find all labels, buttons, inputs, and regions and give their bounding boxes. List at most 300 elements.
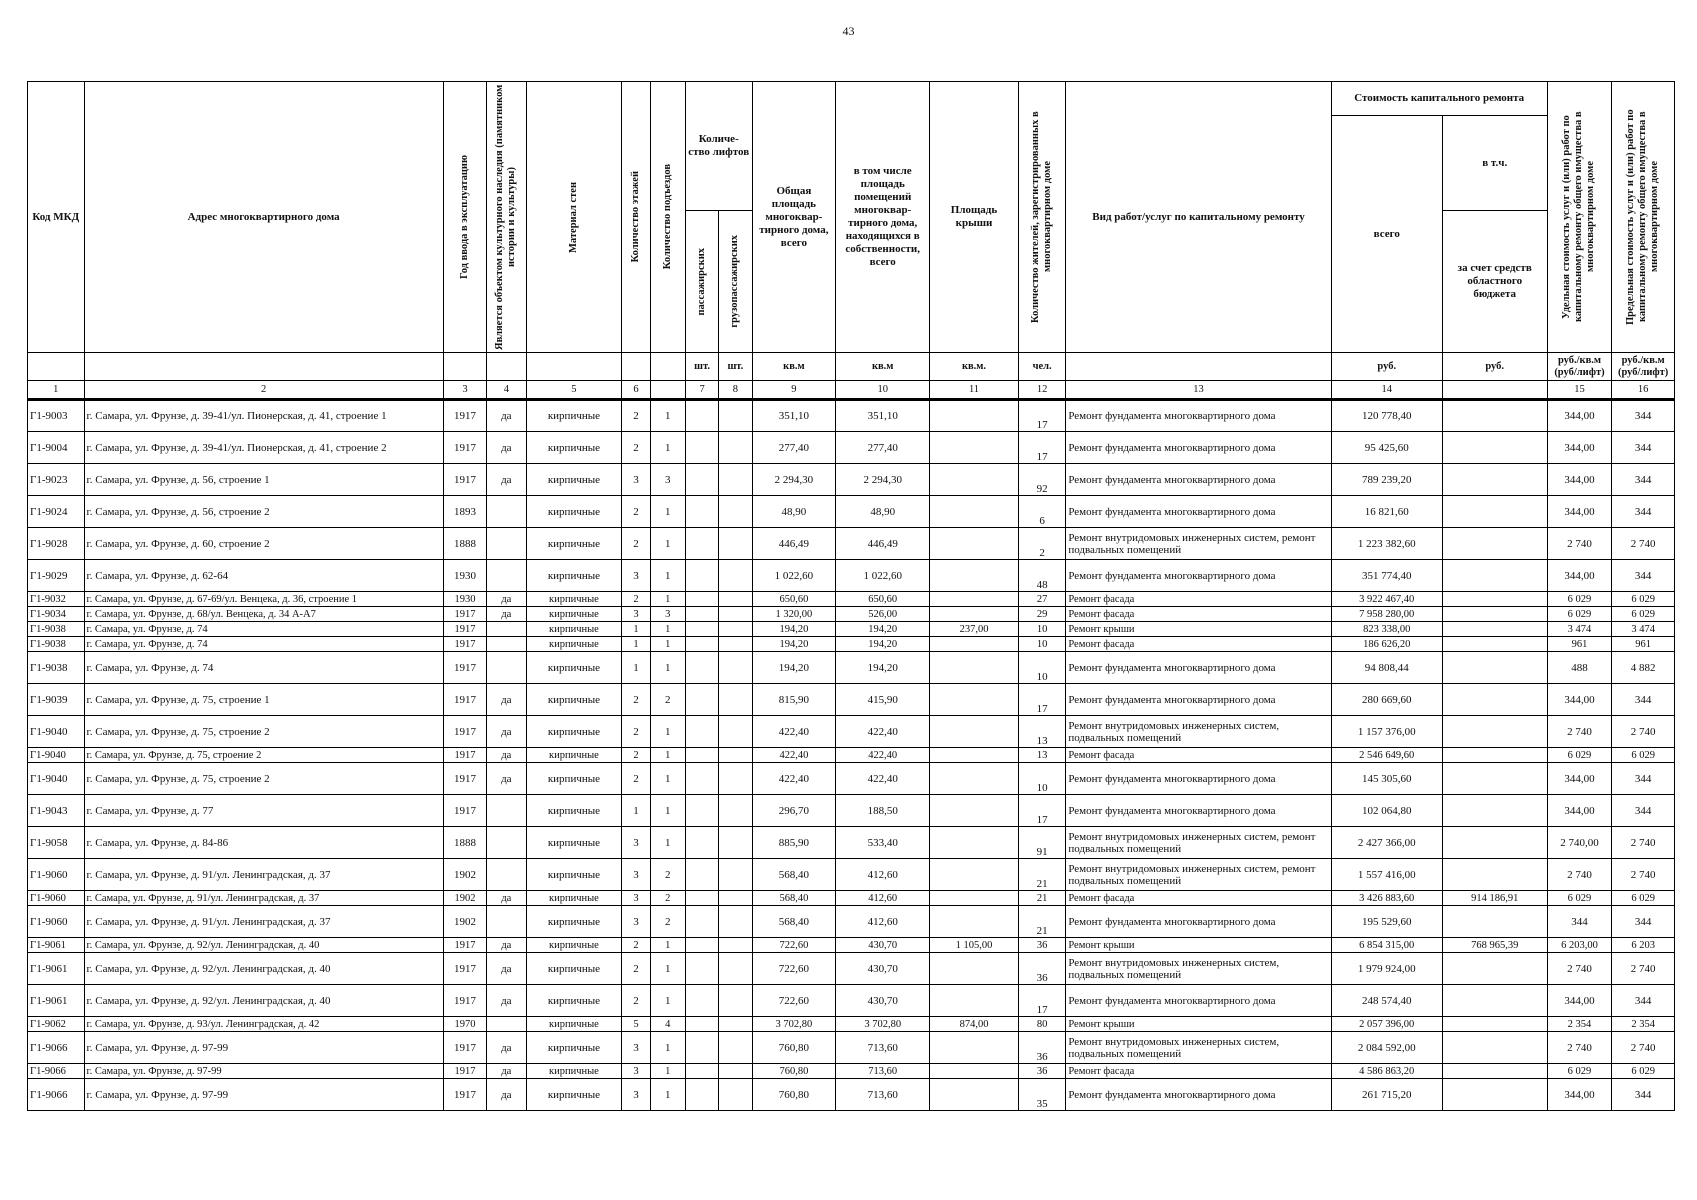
row-roof-area	[930, 400, 1019, 432]
row-heritage: да	[487, 592, 526, 607]
header-year: Год ввода в эксплуатацию	[443, 82, 486, 353]
row-heritage	[487, 827, 526, 859]
table-row	[28, 827, 1675, 859]
header-cost: Стоимость капитального ремонта	[1331, 82, 1547, 116]
row-address: г. Самара, ул. Фрунзе, д. 93/ул. Ленинградская, д. 42	[84, 1017, 443, 1032]
row-residents: 6	[1018, 496, 1065, 528]
row-heritage	[487, 795, 526, 827]
row-entrances: 1	[650, 432, 685, 464]
row-heritage	[487, 652, 526, 684]
row-unit-cost: 6 029	[1547, 748, 1612, 763]
row-floors: 2	[622, 400, 650, 432]
row-total-area: 1 320,00	[752, 607, 836, 622]
row-max-cost: 344	[1612, 560, 1675, 592]
row-year: 1917	[443, 622, 486, 637]
row-year: 1917	[443, 464, 486, 496]
row-max-cost: 344	[1612, 795, 1675, 827]
row-owned-area: 194,20	[836, 637, 930, 652]
row-lifts-cargo	[719, 432, 752, 464]
row-unit-cost: 344,00	[1547, 432, 1612, 464]
row-floors: 2	[622, 985, 650, 1017]
header-code: Код МКД	[28, 82, 85, 353]
row-residents: 17	[1018, 684, 1065, 716]
header-total-area: Общая площадь многоквар-тирного дома, всего	[752, 82, 836, 353]
row-max-cost: 344	[1612, 985, 1675, 1017]
row-code: Г1-9066	[28, 1032, 85, 1064]
row-year: 1917	[443, 938, 486, 953]
table-row	[28, 637, 1675, 652]
row-lifts-pass	[685, 684, 718, 716]
row-year: 1917	[443, 607, 486, 622]
row-year: 1888	[443, 827, 486, 859]
row-residents: 21	[1018, 859, 1065, 891]
row-year: 1917	[443, 1064, 486, 1079]
row-residents: 10	[1018, 622, 1065, 637]
row-roof-area	[930, 953, 1019, 985]
row-year: 1917	[443, 795, 486, 827]
row-cost-total: 1 557 416,00	[1331, 859, 1442, 891]
row-residents: 13	[1018, 716, 1065, 748]
row-floors: 2	[622, 684, 650, 716]
row-address: г. Самара, ул. Фрунзе, д. 91/ул. Ленинградская, д. 37	[84, 859, 443, 891]
row-residents: 91	[1018, 827, 1065, 859]
row-unit-cost: 344,00	[1547, 795, 1612, 827]
row-entrances: 1	[650, 622, 685, 637]
table-row	[28, 1064, 1675, 1079]
row-max-cost: 3 474	[1612, 622, 1675, 637]
row-max-cost: 6 029	[1612, 592, 1675, 607]
row-year: 1970	[443, 1017, 486, 1032]
row-floors: 1	[622, 637, 650, 652]
row-unit-cost: 344,00	[1547, 560, 1612, 592]
row-lifts-pass	[685, 560, 718, 592]
row-lifts-pass	[685, 891, 718, 906]
row-lifts-pass	[685, 748, 718, 763]
row-lifts-cargo	[719, 891, 752, 906]
row-cost-regional	[1442, 1064, 1547, 1079]
row-year: 1917	[443, 748, 486, 763]
row-material: кирпичные	[526, 652, 622, 684]
row-lifts-pass	[685, 827, 718, 859]
table-row	[28, 684, 1675, 716]
row-unit-cost: 6 029	[1547, 592, 1612, 607]
column-number: 6	[622, 381, 650, 400]
row-roof-area	[930, 684, 1019, 716]
row-lifts-cargo	[719, 592, 752, 607]
row-address: г. Самара, ул. Фрунзе, д. 92/ул. Ленинградская, д. 40	[84, 985, 443, 1017]
row-year: 1917	[443, 1032, 486, 1064]
row-heritage	[487, 859, 526, 891]
table-row	[28, 1079, 1675, 1111]
row-code: Г1-9003	[28, 400, 85, 432]
row-heritage	[487, 622, 526, 637]
row-max-cost: 344	[1612, 906, 1675, 938]
row-total-area: 48,90	[752, 496, 836, 528]
row-cost-total: 280 669,60	[1331, 684, 1442, 716]
row-work-type: Ремонт фундамента многоквартирного дома	[1066, 985, 1331, 1017]
row-cost-total: 95 425,60	[1331, 432, 1442, 464]
row-floors: 2	[622, 432, 650, 464]
row-work-type: Ремонт фундамента многоквартирного дома	[1066, 496, 1331, 528]
table-row	[28, 859, 1675, 891]
row-lifts-pass	[685, 859, 718, 891]
row-address: г. Самара, ул. Фрунзе, д. 56, строение 1	[84, 464, 443, 496]
row-cost-regional	[1442, 985, 1547, 1017]
row-heritage: да	[487, 1032, 526, 1064]
row-work-type: Ремонт фасада	[1066, 891, 1331, 906]
table-row	[28, 716, 1675, 748]
column-number: 5	[526, 381, 622, 400]
row-work-type: Ремонт фасада	[1066, 592, 1331, 607]
row-entrances: 3	[650, 464, 685, 496]
row-heritage: да	[487, 464, 526, 496]
row-material: кирпичные	[526, 748, 622, 763]
unit-lifts-cargo: шт.	[719, 353, 752, 381]
row-max-cost: 344	[1612, 400, 1675, 432]
row-total-area: 2 294,30	[752, 464, 836, 496]
row-owned-area: 422,40	[836, 763, 930, 795]
row-owned-area: 430,70	[836, 938, 930, 953]
row-address: г. Самара, ул. Фрунзе, д. 91/ул. Ленинградская, д. 37	[84, 906, 443, 938]
row-unit-cost: 961	[1547, 637, 1612, 652]
row-entrances: 1	[650, 592, 685, 607]
header-cost-total: всего	[1331, 116, 1442, 353]
row-lifts-cargo	[719, 622, 752, 637]
header-max-cost: Предельная стоимость услуг и (или) работ по капитальному ремонту общего имущества в многоквартирном доме	[1612, 82, 1675, 353]
row-lifts-cargo	[719, 795, 752, 827]
row-roof-area	[930, 432, 1019, 464]
row-owned-area: 713,60	[836, 1079, 930, 1111]
row-address: г. Самара, ул. Фрунзе, д. 75, строение 2	[84, 716, 443, 748]
row-cost-total: 186 626,20	[1331, 637, 1442, 652]
row-address: г. Самара, ул. Фрунзе, д. 68/ул. Венцека, д. 34 А-А7	[84, 607, 443, 622]
row-address: г. Самара, ул. Фрунзе, д. 62-64	[84, 560, 443, 592]
row-year: 1888	[443, 528, 486, 560]
row-heritage: да	[487, 1064, 526, 1079]
row-cost-total: 789 239,20	[1331, 464, 1442, 496]
row-year: 1917	[443, 684, 486, 716]
row-residents: 17	[1018, 432, 1065, 464]
row-lifts-pass	[685, 938, 718, 953]
row-max-cost: 6 029	[1612, 607, 1675, 622]
column-number: 12	[1018, 381, 1065, 400]
row-floors: 2	[622, 748, 650, 763]
row-roof-area	[930, 1032, 1019, 1064]
row-entrances: 2	[650, 906, 685, 938]
row-residents: 35	[1018, 1079, 1065, 1111]
row-cost-total: 145 305,60	[1331, 763, 1442, 795]
row-roof-area	[930, 560, 1019, 592]
row-lifts-cargo	[719, 652, 752, 684]
header-lifts: Количе-ство лифтов	[685, 82, 752, 211]
row-year: 1917	[443, 432, 486, 464]
row-lifts-pass	[685, 464, 718, 496]
row-heritage: да	[487, 716, 526, 748]
table-body	[28, 400, 1675, 1111]
row-roof-area	[930, 827, 1019, 859]
row-work-type: Ремонт фундамента многоквартирного дома	[1066, 432, 1331, 464]
row-cost-regional	[1442, 652, 1547, 684]
row-cost-total: 3 922 467,40	[1331, 592, 1442, 607]
row-heritage: да	[487, 1079, 526, 1111]
row-heritage: да	[487, 953, 526, 985]
row-code: Г1-9060	[28, 859, 85, 891]
table-row	[28, 985, 1675, 1017]
row-unit-cost: 6 203,00	[1547, 938, 1612, 953]
row-year: 1917	[443, 763, 486, 795]
row-code: Г1-9028	[28, 528, 85, 560]
row-entrances: 1	[650, 1032, 685, 1064]
row-floors: 2	[622, 592, 650, 607]
row-cost-regional	[1442, 953, 1547, 985]
row-work-type: Ремонт крыши	[1066, 1017, 1331, 1032]
row-lifts-cargo	[719, 528, 752, 560]
row-unit-cost: 344,00	[1547, 985, 1612, 1017]
row-cost-total: 7 958 280,00	[1331, 607, 1442, 622]
row-roof-area	[930, 906, 1019, 938]
row-max-cost: 344	[1612, 496, 1675, 528]
row-total-area: 351,10	[752, 400, 836, 432]
row-total-area: 568,40	[752, 859, 836, 891]
row-lifts-pass	[685, 432, 718, 464]
row-code: Г1-9062	[28, 1017, 85, 1032]
row-residents: 10	[1018, 637, 1065, 652]
row-cost-regional	[1442, 1079, 1547, 1111]
row-cost-regional	[1442, 592, 1547, 607]
row-work-type: Ремонт фундамента многоквартирного дома	[1066, 560, 1331, 592]
header-owned-area: в том числе площадь помещений многоквар-тирного дома, находящихся в собственности, всего	[836, 82, 930, 353]
row-cost-regional	[1442, 496, 1547, 528]
row-code: Г1-9040	[28, 716, 85, 748]
row-lifts-pass	[685, 985, 718, 1017]
row-unit-cost: 2 740	[1547, 1032, 1612, 1064]
row-code: Г1-9060	[28, 891, 85, 906]
row-heritage	[487, 528, 526, 560]
row-unit-cost: 2 740	[1547, 528, 1612, 560]
row-owned-area: 412,60	[836, 859, 930, 891]
row-cost-total: 2 427 366,00	[1331, 827, 1442, 859]
row-material: кирпичные	[526, 1017, 622, 1032]
column-number: 7	[685, 381, 718, 400]
row-total-area: 568,40	[752, 906, 836, 938]
table-row	[28, 400, 1675, 432]
row-cost-total: 16 821,60	[1331, 496, 1442, 528]
row-lifts-cargo	[719, 496, 752, 528]
row-entrances: 1	[650, 985, 685, 1017]
page-number: 43	[842, 24, 855, 38]
row-lifts-pass	[685, 953, 718, 985]
row-material: кирпичные	[526, 637, 622, 652]
row-total-area: 568,40	[752, 891, 836, 906]
row-total-area: 760,80	[752, 1079, 836, 1111]
row-floors: 3	[622, 1064, 650, 1079]
row-cost-regional	[1442, 906, 1547, 938]
row-owned-area: 430,70	[836, 985, 930, 1017]
table-row	[28, 763, 1675, 795]
row-code: Г1-9004	[28, 432, 85, 464]
row-work-type: Ремонт фасада	[1066, 607, 1331, 622]
row-heritage	[487, 496, 526, 528]
row-cost-regional	[1442, 464, 1547, 496]
row-code: Г1-9060	[28, 906, 85, 938]
row-lifts-pass	[685, 1032, 718, 1064]
row-floors: 3	[622, 827, 650, 859]
row-unit-cost: 2 740,00	[1547, 827, 1612, 859]
row-cost-total: 1 157 376,00	[1331, 716, 1442, 748]
row-code: Г1-9032	[28, 592, 85, 607]
row-unit-cost: 344,00	[1547, 496, 1612, 528]
column-number: 9	[752, 381, 836, 400]
row-owned-area: 446,49	[836, 528, 930, 560]
row-year: 1893	[443, 496, 486, 528]
row-total-area: 722,60	[752, 953, 836, 985]
row-year: 1902	[443, 859, 486, 891]
row-total-area: 3 702,80	[752, 1017, 836, 1032]
row-year: 1917	[443, 652, 486, 684]
row-address: г. Самара, ул. Фрунзе, д. 67-69/ул. Венцека, д. 36, строение 1	[84, 592, 443, 607]
row-max-cost: 6 029	[1612, 748, 1675, 763]
row-material: кирпичные	[526, 622, 622, 637]
row-address: г. Самара, ул. Фрунзе, д. 92/ул. Ленинградская, д. 40	[84, 953, 443, 985]
row-owned-area: 430,70	[836, 953, 930, 985]
row-heritage: да	[487, 607, 526, 622]
row-roof-area	[930, 1079, 1019, 1111]
row-year: 1902	[443, 891, 486, 906]
row-lifts-pass	[685, 1079, 718, 1111]
row-unit-cost: 344,00	[1547, 400, 1612, 432]
table-row	[28, 622, 1675, 637]
row-heritage: да	[487, 985, 526, 1017]
column-number: 8	[719, 381, 752, 400]
row-address: г. Самара, ул. Фрунзе, д. 39-41/ул. Пионерская, д. 41, строение 2	[84, 432, 443, 464]
row-heritage	[487, 1017, 526, 1032]
row-work-type: Ремонт внутридомовых инженерных систем, подвальных помещений	[1066, 1032, 1331, 1064]
row-address: г. Самара, ул. Фрунзе, д. 91/ул. Ленинградская, д. 37	[84, 891, 443, 906]
row-max-cost: 6 029	[1612, 891, 1675, 906]
row-material: кирпичные	[526, 432, 622, 464]
row-owned-area: 713,60	[836, 1064, 930, 1079]
row-heritage	[487, 906, 526, 938]
row-material: кирпичные	[526, 795, 622, 827]
row-total-area: 194,20	[752, 652, 836, 684]
column-number: 15	[1547, 381, 1612, 400]
row-residents: 10	[1018, 652, 1065, 684]
table-row	[28, 1017, 1675, 1032]
row-owned-area: 412,60	[836, 891, 930, 906]
row-owned-area: 188,50	[836, 795, 930, 827]
row-cost-regional	[1442, 1032, 1547, 1064]
row-work-type: Ремонт внутридомовых инженерных систем, ремонт подвальных помещений	[1066, 827, 1331, 859]
column-number: 11	[930, 381, 1019, 400]
row-code: Г1-9038	[28, 622, 85, 637]
row-entrances: 1	[650, 763, 685, 795]
row-roof-area	[930, 716, 1019, 748]
row-max-cost: 344	[1612, 432, 1675, 464]
column-number: 10	[836, 381, 930, 400]
row-floors: 3	[622, 607, 650, 622]
row-max-cost: 2 740	[1612, 827, 1675, 859]
column-number-row	[28, 381, 1675, 400]
row-material: кирпичные	[526, 891, 622, 906]
row-code: Г1-9029	[28, 560, 85, 592]
row-unit-cost: 344	[1547, 906, 1612, 938]
table-row	[28, 607, 1675, 622]
row-roof-area	[930, 985, 1019, 1017]
row-material: кирпичные	[526, 464, 622, 496]
row-total-area: 446,49	[752, 528, 836, 560]
table-row	[28, 464, 1675, 496]
row-residents: 17	[1018, 795, 1065, 827]
row-roof-area	[930, 528, 1019, 560]
column-number: 2	[84, 381, 443, 400]
header-entrances: Количество подъездов	[650, 82, 685, 353]
row-work-type: Ремонт фундамента многоквартирного дома	[1066, 684, 1331, 716]
row-lifts-cargo	[719, 607, 752, 622]
row-lifts-pass	[685, 1017, 718, 1032]
row-floors: 1	[622, 652, 650, 684]
row-owned-area: 650,60	[836, 592, 930, 607]
row-lifts-pass	[685, 763, 718, 795]
row-cost-regional	[1442, 684, 1547, 716]
row-material: кирпичные	[526, 400, 622, 432]
row-roof-area	[930, 748, 1019, 763]
row-work-type: Ремонт внутридомовых инженерных систем, подвальных помещений	[1066, 716, 1331, 748]
row-unit-cost: 6 029	[1547, 891, 1612, 906]
row-cost-regional	[1442, 637, 1547, 652]
row-unit-cost: 3 474	[1547, 622, 1612, 637]
row-residents: 10	[1018, 763, 1065, 795]
row-work-type: Ремонт фасада	[1066, 748, 1331, 763]
row-cost-total: 1 223 382,60	[1331, 528, 1442, 560]
row-code: Г1-9034	[28, 607, 85, 622]
row-lifts-pass	[685, 400, 718, 432]
row-lifts-cargo	[719, 938, 752, 953]
row-heritage: да	[487, 400, 526, 432]
row-floors: 3	[622, 1079, 650, 1111]
row-max-cost: 344	[1612, 464, 1675, 496]
row-year: 1917	[443, 1079, 486, 1111]
row-residents: 36	[1018, 938, 1065, 953]
row-address: г. Самара, ул. Фрунзе, д. 97-99	[84, 1079, 443, 1111]
row-cost-regional	[1442, 795, 1547, 827]
row-unit-cost: 344,00	[1547, 464, 1612, 496]
row-lifts-cargo	[719, 953, 752, 985]
row-owned-area: 533,40	[836, 827, 930, 859]
row-total-area: 277,40	[752, 432, 836, 464]
row-material: кирпичные	[526, 1079, 622, 1111]
row-max-cost: 6 203	[1612, 938, 1675, 953]
row-entrances: 2	[650, 891, 685, 906]
row-cost-regional: 914 186,91	[1442, 891, 1547, 906]
row-lifts-pass	[685, 592, 718, 607]
row-total-area: 296,70	[752, 795, 836, 827]
row-work-type: Ремонт фасада	[1066, 637, 1331, 652]
row-cost-total: 2 546 649,60	[1331, 748, 1442, 763]
row-material: кирпичные	[526, 953, 622, 985]
row-residents: 21	[1018, 891, 1065, 906]
row-residents: 92	[1018, 464, 1065, 496]
row-code: Г1-9043	[28, 795, 85, 827]
row-max-cost: 2 740	[1612, 716, 1675, 748]
row-floors: 2	[622, 953, 650, 985]
row-lifts-cargo	[719, 464, 752, 496]
row-lifts-cargo	[719, 1079, 752, 1111]
row-owned-area: 277,40	[836, 432, 930, 464]
row-lifts-cargo	[719, 637, 752, 652]
row-cost-total: 351 774,40	[1331, 560, 1442, 592]
row-address: г. Самара, ул. Фрунзе, д. 75, строение 1	[84, 684, 443, 716]
header-cost-regional: за счет средств областного бюджета	[1442, 211, 1547, 353]
